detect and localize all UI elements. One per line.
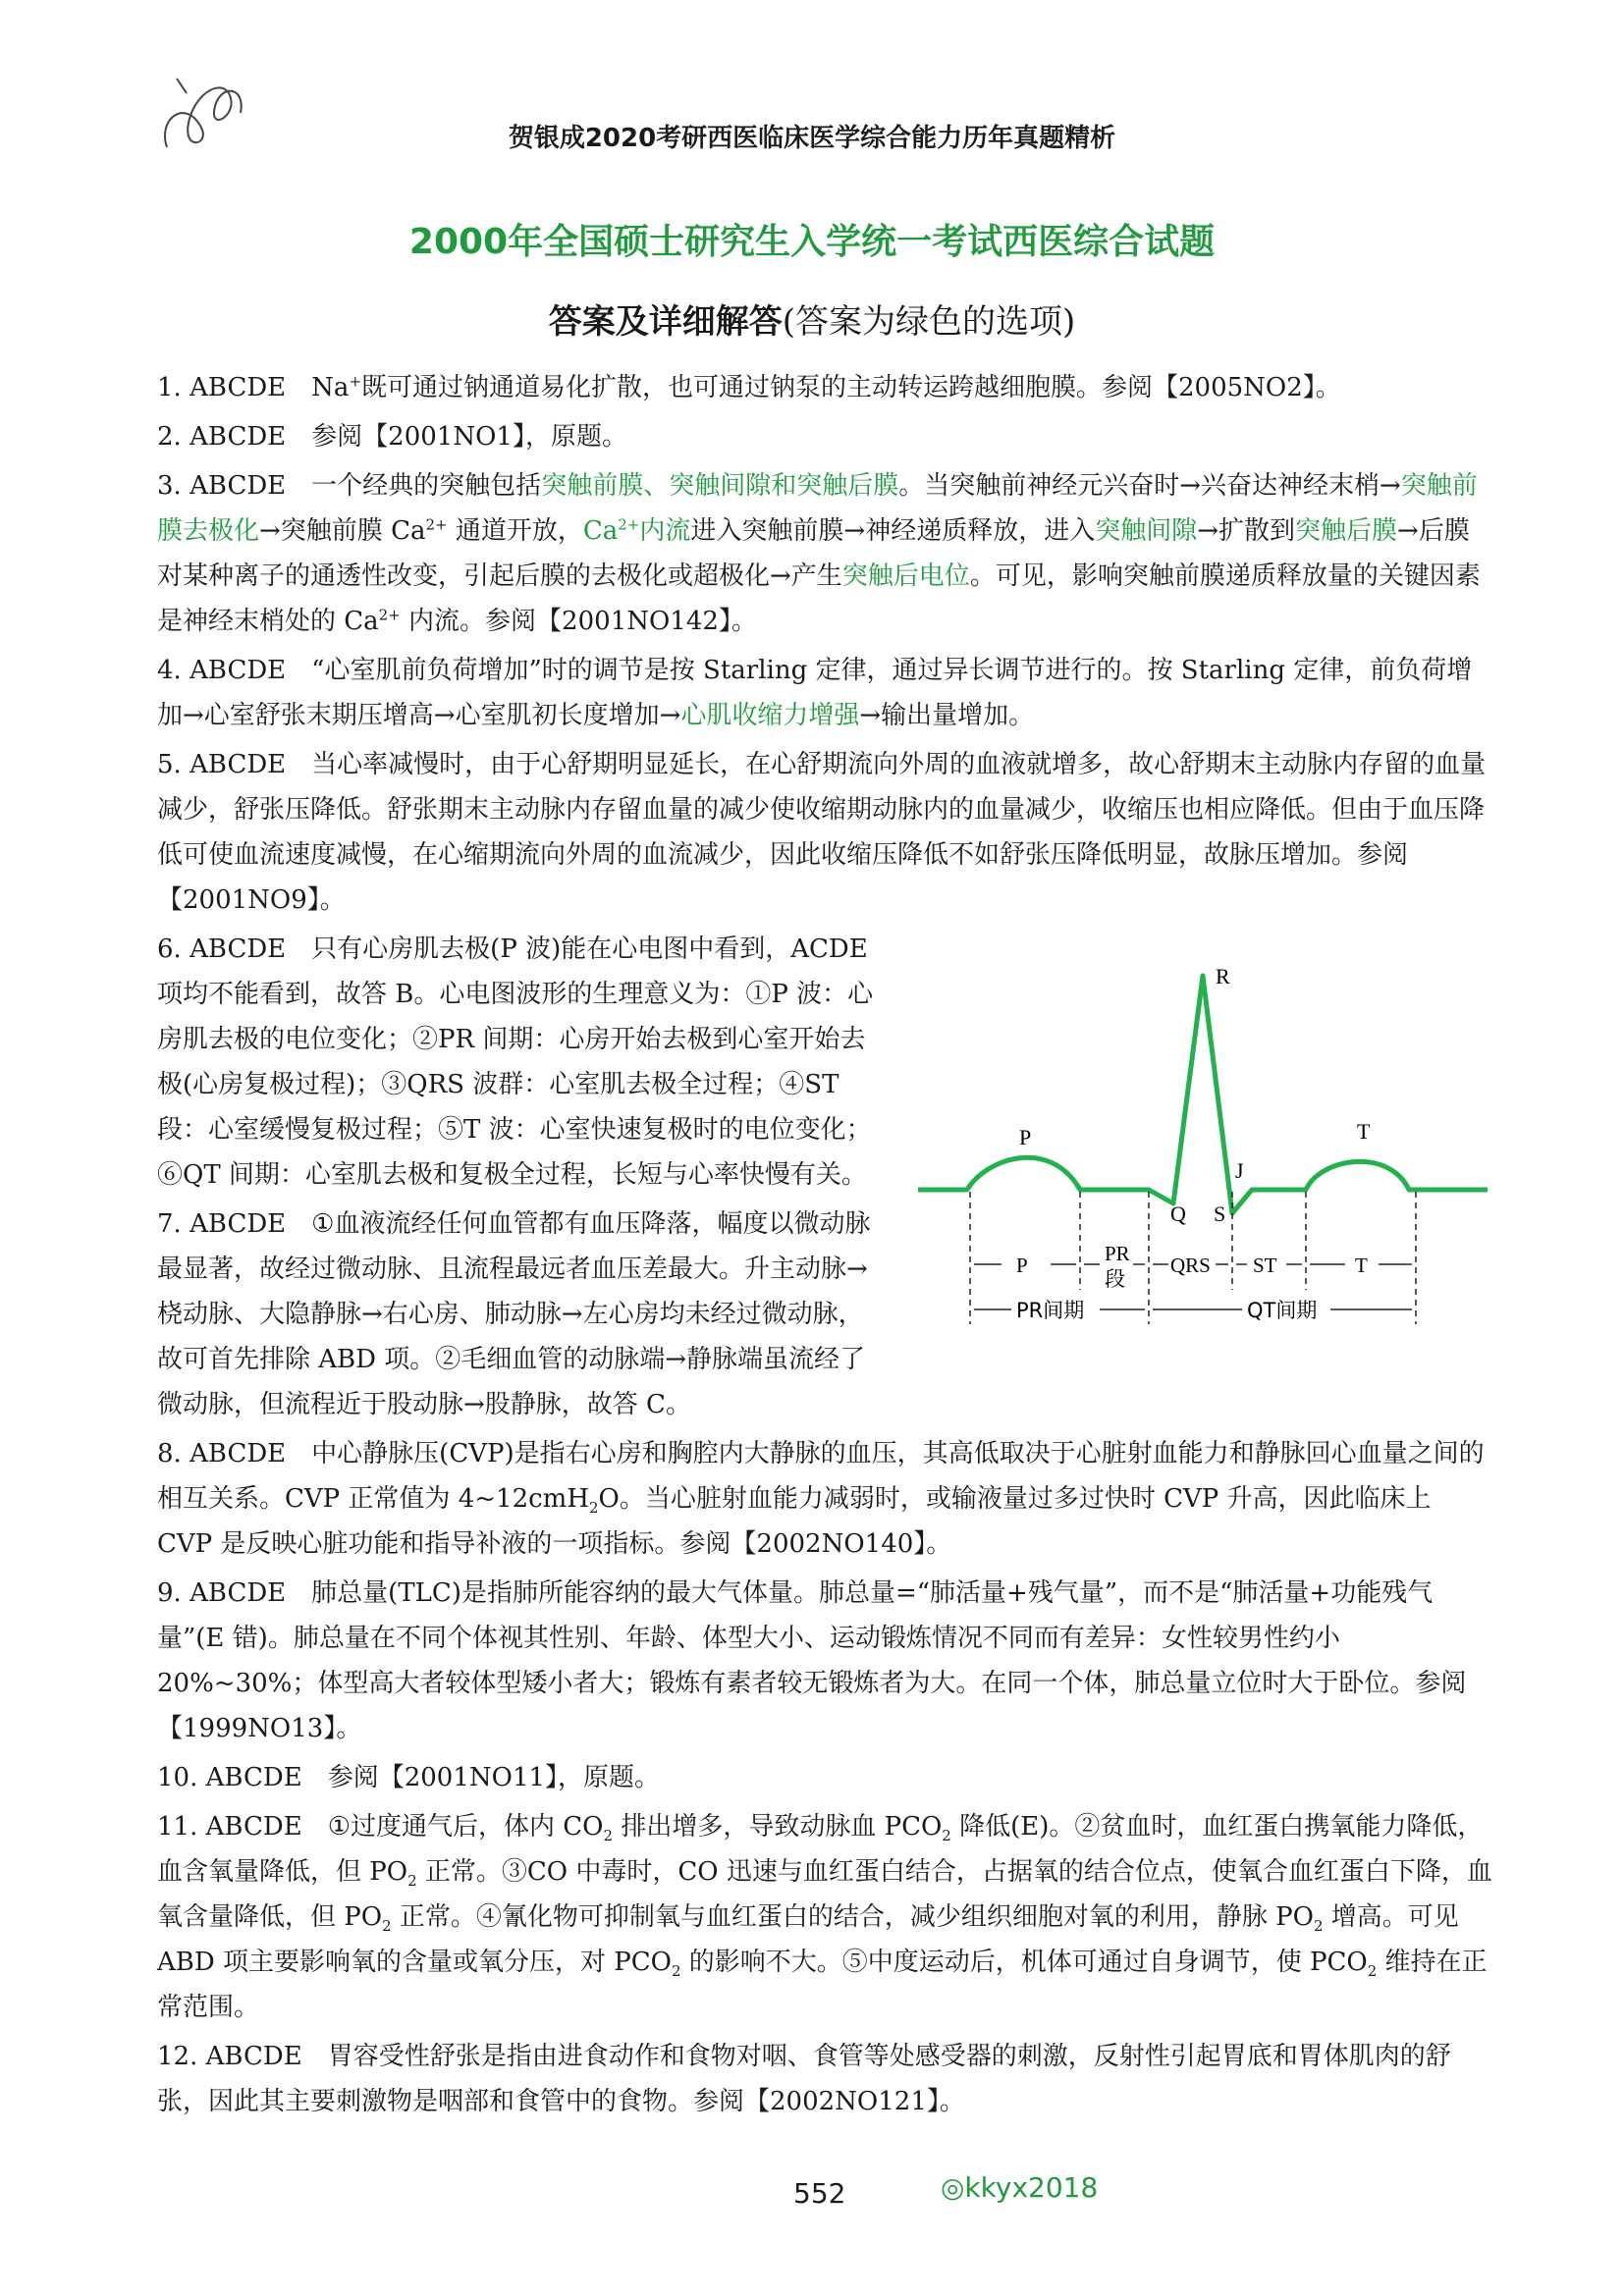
answer-options: ABCDE: [189, 1439, 287, 1468]
wave-label-t: T: [1357, 1119, 1371, 1144]
running-header: 贺银成2020考研西医临床医学综合能力历年真题精析: [508, 124, 1116, 153]
answer-text: →输出量增加。: [859, 701, 1035, 730]
highlighted-term: 2+: [618, 515, 640, 534]
question-number: 10.: [157, 1763, 206, 1792]
ecg-diagram: [903, 927, 1492, 1339]
answer-item: [157, 463, 1492, 644]
interval-label-qt: QT间期: [1247, 1299, 1318, 1322]
question-number: 7.: [157, 1209, 190, 1239]
highlighted-term: Ca: [582, 516, 619, 546]
wave-label-q: Q: [1170, 1201, 1186, 1226]
highlighted-term: 心肌收缩力增强: [680, 701, 860, 730]
ecg-text-column: [157, 927, 884, 1431]
answer-list: [157, 365, 1492, 923]
answer-text: “心室肌前负荷增加”时的调节是按 Starling 定律，通过异长调节进行的。按 Starling 定律，前负荷增加→心室舒张末期压增高→心室肌初长度增加→: [157, 656, 1473, 730]
answer-text: 2: [603, 1827, 614, 1845]
answer-options: ABCDE: [189, 934, 287, 964]
subtitle-note: (答案为绿色的选项): [782, 302, 1076, 342]
answer-options: ABCDE: [189, 422, 287, 452]
watermark-text: kkyx2018: [964, 2171, 1099, 2204]
answer-text: Na: [311, 373, 350, 402]
ecg-figure: [903, 927, 1492, 1431]
page-number: 552: [793, 2177, 846, 2210]
answer-text: 胃容受性舒张是指由进食动作和食物对咽、食管等处感受器的刺激，反射性引起胃底和胃体肌肉的舒张，因此其主要刺激物是咽部和食管中的食物。参阅【2002NO121】。: [157, 2042, 1451, 2116]
answer-text: 2: [407, 1872, 417, 1891]
answer-options: ABCDE: [205, 2042, 302, 2071]
answer-text: ①过度通气后，体内 CO: [327, 1812, 604, 1842]
answer-text: 降低(E)。②贫血时，血红蛋白携氧能力降低，血含氧量降低，但 PO: [157, 1812, 1484, 1887]
answer-text: 只有心房肌去极(P 波)能在心电图中看到，ACDE 项均不能看到，故答 B。心电图波形的生理意义为：①P 波：心房肌去极的电位变化；②PR 间期：心房开始去极到心室开始去极(心房复极过程)；③QRS 波群：心室肌去极全过程；④ST 段：心室缓慢复极过程；⑤T 波：心室快速复极时的电位变化；⑥QT 间期：心室肌去极和复极全过程，长短与心率快慢有关。: [157, 934, 874, 1190]
answer-item: [157, 648, 1492, 738]
answer-text: →突触前膜 Ca: [259, 516, 426, 546]
answer-item: [157, 365, 1492, 410]
answer-text: 的影响不大。⑤中度运动后，机体可通过自身调节，使 PCO: [680, 1948, 1368, 1977]
watermark: [941, 2171, 1098, 2204]
highlighted-term: 突触后膜: [1295, 516, 1398, 546]
subtitle: [0, 294, 1624, 343]
answer-text: 。可见，影响突触前膜递质释放量的关键因素是神经末梢处的 Ca: [157, 561, 1481, 636]
answer-text: 2: [671, 1962, 681, 1981]
answer-options: ABCDE: [189, 373, 287, 402]
segment-label-qrs: QRS: [1170, 1254, 1211, 1277]
question-number: 5.: [157, 750, 190, 779]
answer-text: →扩散到: [1197, 516, 1296, 546]
ecg-trace: [918, 976, 1488, 1213]
answer-options: ABCDE: [189, 1578, 287, 1608]
answer-text: 正常。③CO 中毒时，CO 迅速与血红蛋白结合，占据氧的结合位点，使氧合血红蛋白下降，血氧含量降低，但 PO: [157, 1857, 1492, 1932]
question-number: 6.: [157, 934, 190, 964]
answer-text: 进入突触前膜→神经递质释放，进入: [690, 516, 1096, 546]
answer-text: →后膜对某种离子的通透性改变，引起后膜的去极化或超极化→产生: [157, 516, 1470, 591]
answer-item: [157, 1201, 884, 1427]
answer-text: 。当突触前神经元兴奋时→兴奋达神经末梢→: [898, 471, 1401, 501]
answer-text: 2: [1313, 1917, 1324, 1936]
answer-options: ABCDE: [189, 471, 287, 501]
wave-label-s: S: [1214, 1201, 1226, 1226]
answer-text: 中心静脉压(CVP)是指右心房和胸腔内大静脉的血压，其高低取决于心脏射血能力和静脉回心血量之间的相互关系。CVP 正常值为 4~12cmH: [157, 1439, 1485, 1514]
ecg-section: [157, 927, 1492, 1431]
highlighted-term: 突触前膜去极化: [157, 471, 1478, 546]
answer-text: 通道开放，: [447, 516, 583, 546]
segment-label-pr: PR: [1105, 1242, 1130, 1265]
answer-text: 2+: [378, 606, 401, 624]
question-number: 1.: [157, 373, 190, 402]
answer-item: [157, 927, 884, 1198]
answer-text: 既可通过钠通道易化扩散，也可通过钠泵的主动转运跨越细胞膜。参阅【2005NO2】。: [361, 373, 1341, 402]
segment-label-p: P: [1016, 1254, 1028, 1277]
answer-text: 2: [382, 1917, 392, 1936]
answer-item: [157, 742, 1492, 923]
answer-text: 排出增多，导致动脉血 PCO: [613, 1812, 943, 1842]
answer-item: [157, 1755, 1492, 1800]
interval-label-pr: PR间期: [1016, 1299, 1085, 1322]
answer-item: [157, 2034, 1492, 2124]
highlighted-term: 突触间隙: [1095, 516, 1198, 546]
answer-text: 增高。可见 ABD 项主要影响氧的含量或氧分压，对 PCO: [157, 1902, 1459, 1977]
answer-text: 当心率减慢时，由于心舒期明显延长，在心舒期流向外周的血液就增多，故心舒期末主动脉内存留的血量减少，舒张压降低。舒张期末主动脉内存留血量的减少使收缩期动脉内的血量减少，收缩压也相应降低。但由于血压降低可使血流速度减慢，在心缩期流向外周的血流减少，因此收缩压降低不如舒张压降低明显，故脉压增加。参阅【2001NO9】。: [157, 750, 1487, 915]
wave-label-p: P: [1019, 1125, 1032, 1149]
answer-text: 2+: [425, 515, 448, 534]
answers-body: [157, 365, 1492, 2128]
answer-options: ABCDE: [205, 1763, 302, 1792]
wave-label-r: R: [1216, 964, 1230, 988]
subtitle-main: 答案及详细解答: [548, 302, 783, 342]
answer-text: 2: [589, 1499, 599, 1518]
question-number: 8.: [157, 1439, 190, 1468]
answer-item: [157, 1431, 1492, 1567]
question-number: 4.: [157, 656, 190, 685]
answer-item: [157, 1804, 1492, 2030]
segment-label-st: ST: [1253, 1254, 1277, 1277]
answer-text: 2: [942, 1827, 951, 1845]
answer-item: [157, 414, 1492, 459]
highlighted-term: 突触前膜、突触间隙和突触后膜: [541, 471, 899, 501]
answer-item: [157, 1571, 1492, 1751]
answer-text: 内流。参阅【2001NO142】。: [400, 607, 757, 636]
answer-text: 2: [1367, 1962, 1378, 1981]
question-number: 9.: [157, 1578, 190, 1608]
answer-options: ABCDE: [205, 1812, 302, 1842]
question-number: 11.: [157, 1812, 206, 1842]
segment-label-duan: 段: [1105, 1267, 1125, 1291]
answer-options: ABCDE: [189, 750, 287, 779]
answer-text: 一个经典的突触包括: [311, 471, 542, 501]
question-number: 12.: [157, 2042, 206, 2071]
exam-title: 2000年全国硕士研究生入学统一考试西医综合试题: [408, 222, 1216, 262]
segment-label-t: T: [1355, 1254, 1368, 1277]
highlighted-term: 内流: [639, 516, 691, 546]
answer-text: 正常。④氰化物可抑制氧与血红蛋白的结合，减少组织细胞对氧的利用，静脉 PO: [391, 1902, 1314, 1932]
answer-text: 维持在正常范围。: [157, 1948, 1488, 2022]
answer-list: [157, 1431, 1492, 2124]
wave-label-j: J: [1235, 1158, 1244, 1183]
answer-text: +: [349, 372, 362, 391]
answer-text: O。当心脏射血能力减弱时，或输液量过多过快时 CVP 升高，因此临床上 CVP 是反映心脏功能和指导补液的一项指标。参阅【2002NO140】。: [157, 1484, 1432, 1559]
highlighted-term: 突触后电位: [841, 561, 970, 591]
answer-text: 参阅【2001NO11】，原题。: [327, 1763, 661, 1792]
answer-options: ABCDE: [189, 656, 287, 685]
wechat-icon: ◎: [941, 2171, 965, 2204]
answer-text: 参阅【2001NO1】，原题。: [311, 422, 627, 452]
question-number: 2.: [157, 422, 190, 452]
question-number: 3.: [157, 471, 190, 501]
answer-options: ABCDE: [189, 1209, 287, 1239]
answer-text: 肺总量(TLC)是指肺所能容纳的最大气体量。肺总量=“肺活量+残气量”，而不是“肺活量+功能残气量”(E 错)。肺总量在不同个体视其性别、年龄、体型大小、运动锻炼情况不同而有差异：女性较男性约小 20%~30%；体型高大者较体型矮小者大；锻炼有素者较无锻炼者为大。在同一个体，肺总量立位时大于卧位。参阅【1999NO13】。: [157, 1578, 1467, 1743]
answer-text: ①血液流经任何血管都有血压降落，幅度以微动脉最显著，故经过微动脉、且流程最远者血压差最大。升主动脉→桡动脉、大隐静脉→右心房、肺动脉→左心房均未经过微动脉，故可首先排除 ABD 项。②毛细血管的动脉端→静脉端虽流经了微动脉，但流程近于股动脉→股静脉，故答 C。: [157, 1209, 871, 1419]
